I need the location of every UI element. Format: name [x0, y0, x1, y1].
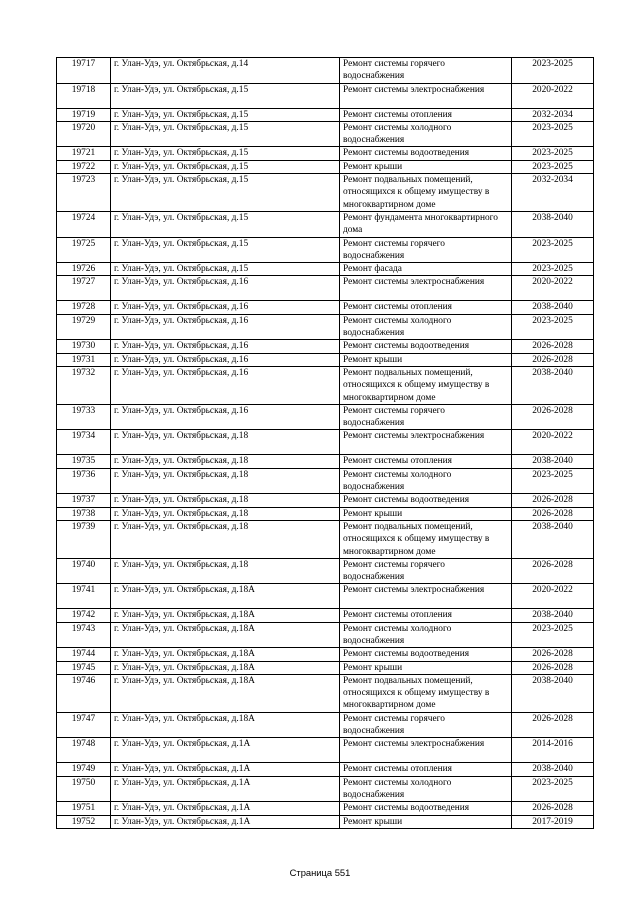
address-cell: г. Улан-Удэ, ул. Октябрьская, д.18 — [111, 558, 340, 584]
period-cell: 2038-2040 — [512, 366, 594, 404]
period-cell: 2023-2025 — [512, 314, 594, 340]
period-cell: 2026-2028 — [512, 353, 594, 366]
row-number-cell: 19741 — [57, 584, 111, 609]
table-row — [57, 455, 594, 468]
row-number-cell: 19719 — [57, 108, 111, 121]
address-cell: г. Улан-Удэ, ул. Октябрьская, д.16 — [111, 340, 340, 353]
table-row — [57, 738, 594, 763]
row-number-cell: 19734 — [57, 430, 111, 455]
work-type-cell: Ремонт системы водоотведения — [340, 802, 512, 815]
row-number-cell: 19724 — [57, 211, 111, 237]
work-type-cell: Ремонт системы электроснабжения — [340, 430, 512, 455]
address-cell: г. Улан-Удэ, ул. Октябрьская, д.15 — [111, 263, 340, 276]
address-cell: г. Улан-Удэ, ул. Октябрьская, д.14 — [111, 58, 340, 84]
work-type-cell: Ремонт системы электроснабжения — [340, 584, 512, 609]
work-type-cell: Ремонт подвальных помещений, относящихся к общему имуществу в многоквартирном доме — [340, 520, 512, 558]
address-cell: г. Улан-Удэ, ул. Октябрьская, д.18 — [111, 455, 340, 468]
period-cell: 2014-2016 — [512, 738, 594, 763]
work-type-cell: Ремонт системы холодного водоснабжения — [340, 776, 512, 802]
row-number-cell: 19751 — [57, 802, 111, 815]
address-cell: г. Улан-Удэ, ул. Октябрьская, д.15 — [111, 211, 340, 237]
work-type-cell: Ремонт системы электроснабжения — [340, 276, 512, 301]
repair-schedule-body — [57, 58, 594, 829]
period-cell: 2038-2040 — [512, 763, 594, 776]
table-row — [57, 776, 594, 802]
period-cell: 2038-2040 — [512, 301, 594, 314]
period-cell: 2032-2034 — [512, 174, 594, 212]
row-number-cell: 19750 — [57, 776, 111, 802]
address-cell: г. Улан-Удэ, ул. Октябрьская, д.1А — [111, 815, 340, 828]
page-footer: Страница 551 — [289, 867, 351, 878]
address-cell: г. Улан-Удэ, ул. Октябрьская, д.15 — [111, 147, 340, 160]
work-type-cell: Ремонт системы горячего водоснабжения — [340, 237, 512, 263]
row-number-cell: 19739 — [57, 520, 111, 558]
work-type-cell: Ремонт системы горячего водоснабжения — [340, 712, 512, 738]
period-cell: 2026-2028 — [512, 558, 594, 584]
row-number-cell: 19746 — [57, 674, 111, 712]
table-row — [57, 609, 594, 622]
work-type-cell: Ремонт подвальных помещений, относящихся к общему имуществу в многоквартирном доме — [340, 366, 512, 404]
address-cell: г. Улан-Удэ, ул. Октябрьская, д.18А — [111, 661, 340, 674]
table-row — [57, 366, 594, 404]
table-row — [57, 494, 594, 507]
table-row — [57, 674, 594, 712]
work-type-cell: Ремонт системы горячего водоснабжения — [340, 58, 512, 84]
period-cell: 2026-2028 — [512, 340, 594, 353]
address-cell: г. Улан-Удэ, ул. Октябрьская, д.16 — [111, 404, 340, 430]
period-cell: 2023-2025 — [512, 237, 594, 263]
repair-schedule-table — [56, 57, 594, 829]
row-number-cell: 19745 — [57, 661, 111, 674]
period-cell: 2023-2025 — [512, 160, 594, 173]
address-cell: г. Улан-Удэ, ул. Октябрьская, д.1А — [111, 776, 340, 802]
work-type-cell: Ремонт системы отопления — [340, 455, 512, 468]
row-number-cell: 19748 — [57, 738, 111, 763]
period-cell: 2023-2025 — [512, 58, 594, 84]
table-row — [57, 648, 594, 661]
work-type-cell: Ремонт системы водоотведения — [340, 494, 512, 507]
row-number-cell: 19721 — [57, 147, 111, 160]
period-cell: 2026-2028 — [512, 404, 594, 430]
address-cell: г. Улан-Удэ, ул. Октябрьская, д.18А — [111, 622, 340, 648]
address-cell: г. Улан-Удэ, ул. Октябрьская, д.18 — [111, 494, 340, 507]
table-row — [57, 301, 594, 314]
address-cell: г. Улан-Удэ, ул. Октябрьская, д.15 — [111, 237, 340, 263]
row-number-cell: 19747 — [57, 712, 111, 738]
period-cell: 2026-2028 — [512, 712, 594, 738]
row-number-cell: 19731 — [57, 353, 111, 366]
period-cell: 2026-2028 — [512, 648, 594, 661]
work-type-cell: Ремонт крыши — [340, 353, 512, 366]
address-cell: г. Улан-Удэ, ул. Октябрьская, д.18 — [111, 507, 340, 520]
period-cell: 2026-2028 — [512, 802, 594, 815]
table-row — [57, 263, 594, 276]
work-type-cell: Ремонт системы отопления — [340, 609, 512, 622]
row-number-cell: 19730 — [57, 340, 111, 353]
table-row — [57, 83, 594, 108]
period-cell: 2023-2025 — [512, 776, 594, 802]
address-cell: г. Улан-Удэ, ул. Октябрьская, д.18 — [111, 430, 340, 455]
work-type-cell: Ремонт крыши — [340, 661, 512, 674]
table-row — [57, 584, 594, 609]
row-number-cell: 19738 — [57, 507, 111, 520]
address-cell: г. Улан-Удэ, ул. Октябрьская, д.16 — [111, 353, 340, 366]
table-row — [57, 174, 594, 212]
work-type-cell: Ремонт системы горячего водоснабжения — [340, 558, 512, 584]
address-cell: г. Улан-Удэ, ул. Октябрьская, д.16 — [111, 366, 340, 404]
table-row — [57, 160, 594, 173]
row-number-cell: 19722 — [57, 160, 111, 173]
address-cell: г. Улан-Удэ, ул. Октябрьская, д.18А — [111, 712, 340, 738]
address-cell: г. Улан-Удэ, ул. Октябрьская, д.18 — [111, 468, 340, 494]
work-type-cell: Ремонт фасада — [340, 263, 512, 276]
table-row — [57, 430, 594, 455]
period-cell: 2038-2040 — [512, 520, 594, 558]
work-type-cell: Ремонт крыши — [340, 507, 512, 520]
table-row — [57, 404, 594, 430]
address-cell: г. Улан-Удэ, ул. Октябрьская, д.15 — [111, 174, 340, 212]
row-number-cell: 19726 — [57, 263, 111, 276]
work-type-cell: Ремонт подвальных помещений, относящихся к общему имуществу в многоквартирном доме — [340, 174, 512, 212]
table-row — [57, 520, 594, 558]
work-type-cell: Ремонт системы холодного водоснабжения — [340, 314, 512, 340]
address-cell: г. Улан-Удэ, ул. Октябрьская, д.15 — [111, 121, 340, 147]
work-type-cell: Ремонт системы холодного водоснабжения — [340, 468, 512, 494]
row-number-cell: 19728 — [57, 301, 111, 314]
address-cell: г. Улан-Удэ, ул. Октябрьская, д.15 — [111, 160, 340, 173]
address-cell: г. Улан-Удэ, ул. Октябрьская, д.16 — [111, 301, 340, 314]
table-row — [57, 58, 594, 84]
period-cell: 2038-2040 — [512, 455, 594, 468]
period-cell: 2026-2028 — [512, 507, 594, 520]
work-type-cell: Ремонт системы отопления — [340, 301, 512, 314]
work-type-cell: Ремонт системы водоотведения — [340, 648, 512, 661]
row-number-cell: 19743 — [57, 622, 111, 648]
period-cell: 2020-2022 — [512, 276, 594, 301]
row-number-cell: 19744 — [57, 648, 111, 661]
table-row — [57, 661, 594, 674]
row-number-cell: 19723 — [57, 174, 111, 212]
table-row — [57, 108, 594, 121]
table-row — [57, 211, 594, 237]
table-row — [57, 468, 594, 494]
row-number-cell: 19742 — [57, 609, 111, 622]
row-number-cell: 19717 — [57, 58, 111, 84]
period-cell: 2023-2025 — [512, 147, 594, 160]
work-type-cell: Ремонт системы водоотведения — [340, 147, 512, 160]
work-type-cell: Ремонт системы отопления — [340, 763, 512, 776]
period-cell: 2017-2019 — [512, 815, 594, 828]
table-row — [57, 237, 594, 263]
row-number-cell: 19752 — [57, 815, 111, 828]
row-number-cell: 19733 — [57, 404, 111, 430]
period-cell: 2038-2040 — [512, 674, 594, 712]
address-cell: г. Улан-Удэ, ул. Октябрьская, д.18 — [111, 520, 340, 558]
period-cell: 2023-2025 — [512, 263, 594, 276]
row-number-cell: 19737 — [57, 494, 111, 507]
table-row — [57, 314, 594, 340]
table-row — [57, 558, 594, 584]
row-number-cell: 19720 — [57, 121, 111, 147]
table-row — [57, 712, 594, 738]
address-cell: г. Улан-Удэ, ул. Октябрьская, д.18А — [111, 609, 340, 622]
row-number-cell: 19732 — [57, 366, 111, 404]
address-cell: г. Улан-Удэ, ул. Октябрьская, д.16 — [111, 276, 340, 301]
address-cell: г. Улан-Удэ, ул. Октябрьская, д.15 — [111, 108, 340, 121]
table-row — [57, 622, 594, 648]
period-cell: 2020-2022 — [512, 584, 594, 609]
row-number-cell: 19725 — [57, 237, 111, 263]
row-number-cell: 19735 — [57, 455, 111, 468]
work-type-cell: Ремонт системы холодного водоснабжения — [340, 622, 512, 648]
table-row — [57, 147, 594, 160]
address-cell: г. Улан-Удэ, ул. Октябрьская, д.1А — [111, 763, 340, 776]
work-type-cell: Ремонт фундамента многоквартирного дома — [340, 211, 512, 237]
period-cell: 2023-2025 — [512, 121, 594, 147]
period-cell: 2023-2025 — [512, 622, 594, 648]
row-number-cell: 19729 — [57, 314, 111, 340]
row-number-cell: 19736 — [57, 468, 111, 494]
table-row — [57, 340, 594, 353]
work-type-cell: Ремонт крыши — [340, 815, 512, 828]
table-row — [57, 763, 594, 776]
period-cell: 2038-2040 — [512, 211, 594, 237]
row-number-cell: 19727 — [57, 276, 111, 301]
work-type-cell: Ремонт системы электроснабжения — [340, 83, 512, 108]
work-type-cell: Ремонт системы электроснабжения — [340, 738, 512, 763]
address-cell: г. Улан-Удэ, ул. Октябрьская, д.15 — [111, 83, 340, 108]
table-row — [57, 353, 594, 366]
work-type-cell: Ремонт системы холодного водоснабжения — [340, 121, 512, 147]
address-cell: г. Улан-Удэ, ул. Октябрьская, д.1А — [111, 802, 340, 815]
work-type-cell: Ремонт системы водоотведения — [340, 340, 512, 353]
table-row — [57, 121, 594, 147]
table-row — [57, 507, 594, 520]
work-type-cell: Ремонт системы отопления — [340, 108, 512, 121]
period-cell: 2020-2022 — [512, 83, 594, 108]
period-cell: 2038-2040 — [512, 609, 594, 622]
table-row — [57, 802, 594, 815]
table-row — [57, 815, 594, 828]
work-type-cell: Ремонт крыши — [340, 160, 512, 173]
work-type-cell: Ремонт подвальных помещений, относящихся к общему имуществу в многоквартирном доме — [340, 674, 512, 712]
work-type-cell: Ремонт системы горячего водоснабжения — [340, 404, 512, 430]
period-cell: 2023-2025 — [512, 468, 594, 494]
address-cell: г. Улан-Удэ, ул. Октябрьская, д.1А — [111, 738, 340, 763]
period-cell: 2020-2022 — [512, 430, 594, 455]
period-cell: 2026-2028 — [512, 494, 594, 507]
table-row — [57, 276, 594, 301]
address-cell: г. Улан-Удэ, ул. Октябрьская, д.18А — [111, 584, 340, 609]
row-number-cell: 19740 — [57, 558, 111, 584]
row-number-cell: 19749 — [57, 763, 111, 776]
period-cell: 2026-2028 — [512, 661, 594, 674]
row-number-cell: 19718 — [57, 83, 111, 108]
period-cell: 2032-2034 — [512, 108, 594, 121]
address-cell: г. Улан-Удэ, ул. Октябрьская, д.18А — [111, 674, 340, 712]
address-cell: г. Улан-Удэ, ул. Октябрьская, д.18А — [111, 648, 340, 661]
address-cell: г. Улан-Удэ, ул. Октябрьская, д.16 — [111, 314, 340, 340]
